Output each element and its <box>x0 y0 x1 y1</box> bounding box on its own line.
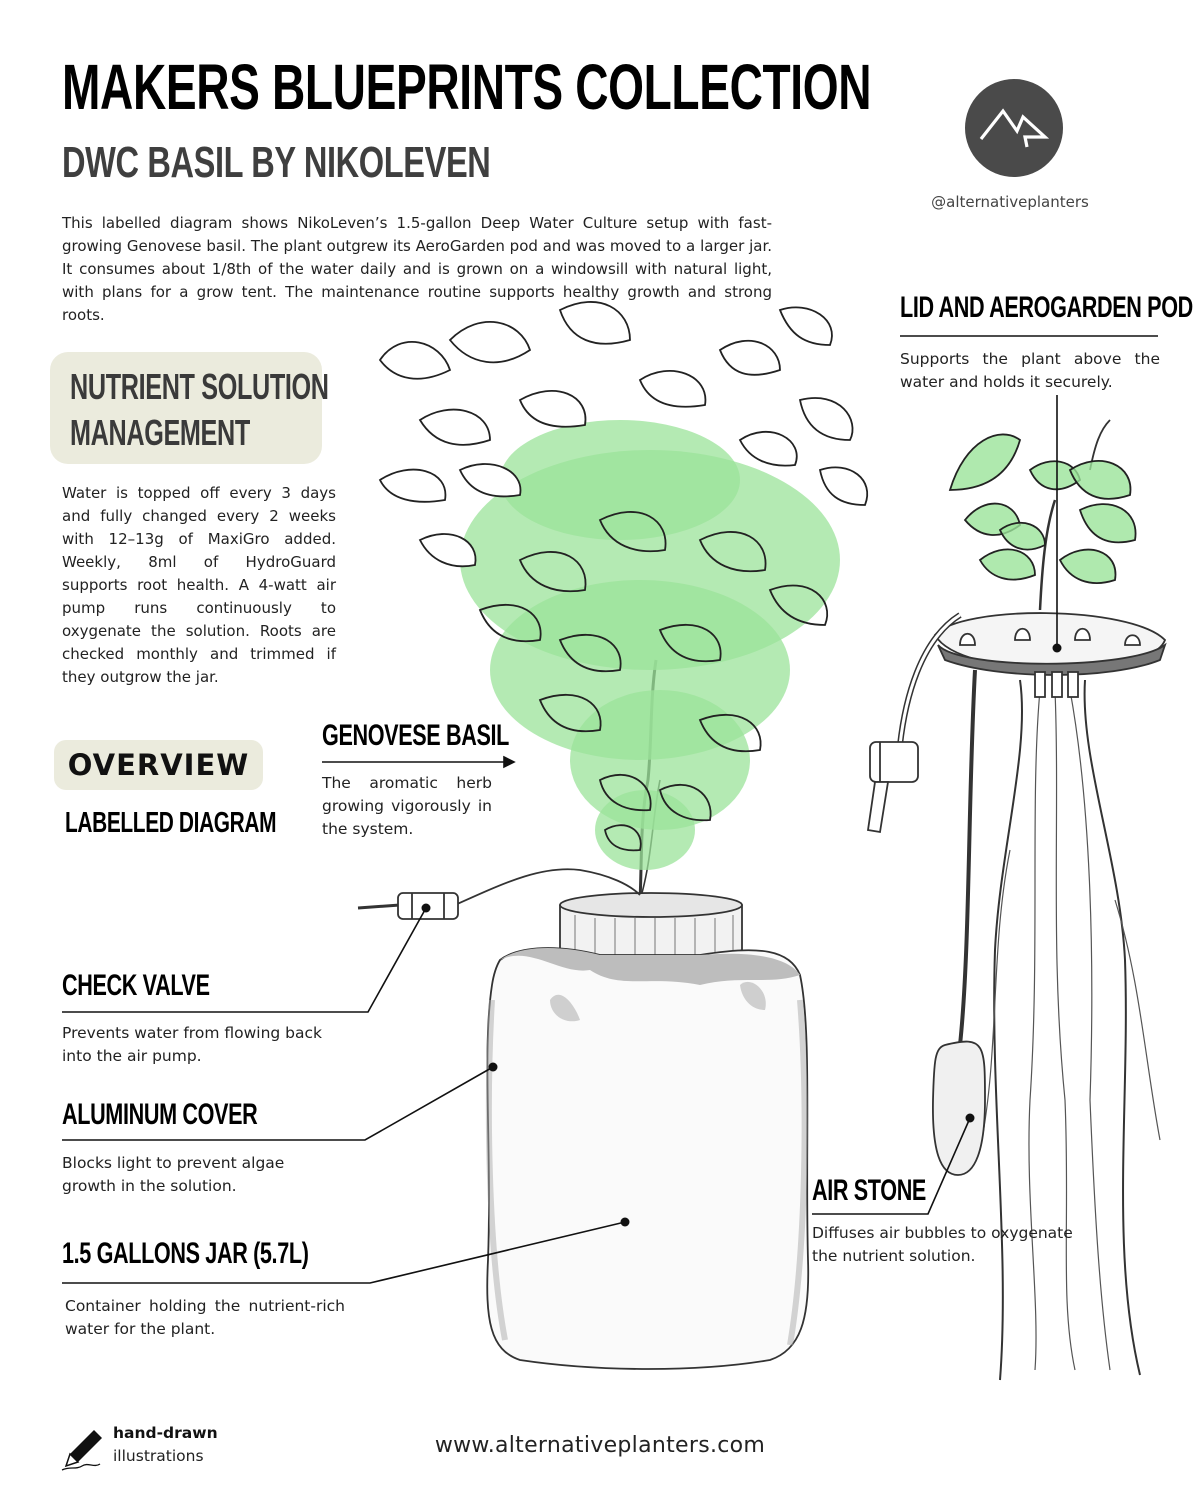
footer-hand-drawn: hand-drawn <box>113 1424 218 1442</box>
label-lid-text: Supports the plant above the water and holds it securely. <box>900 350 1160 391</box>
nutrient-title <box>70 364 329 456</box>
intro-paragraph: This labelled diagram shows NikoLeven’s 1.5-gallon Deep Water Culture setup with fast-growing Genovese basil. The plant outgrew its AeroGarden pod and was moved to a larger jar. It consumes about 1/8th of the water daily and is grown on a windowsill with natural light, with plans for a grow tent. The maintenance routine supports healthy growth and strong roots. <box>62 214 772 324</box>
main-title: MAKERS BLUEPRINTS COLLECTION <box>62 51 872 123</box>
label-stone-text: Diffuses air bubbles to oxygenate the nutrient solution. <box>812 1224 1073 1265</box>
label-lid-title: LID AND AEROGARDEN POD <box>900 291 1193 324</box>
label-cover-title: ALUMINUM COVER <box>62 1098 258 1131</box>
sub-title: DWC BASIL BY NIKOLEVEN <box>62 138 491 187</box>
nutrient-title-line1: NUTRIENT SOLUTION <box>70 366 329 407</box>
label-stone-title: AIR STONE <box>812 1174 926 1207</box>
label-cover-text: Blocks light to prevent algae growth in the solution. <box>62 1154 285 1195</box>
label-basil-text: The aromatic herb growing vigorously in the system. <box>322 774 492 838</box>
label-jar-text: Container holding the nutrient-rich water for the plant. <box>65 1297 345 1338</box>
nutrient-title-line2: MANAGEMENT <box>70 412 250 453</box>
social-handle: @alternativeplanters <box>931 193 1089 211</box>
labelled-diagram-heading: LABELLED DIAGRAM <box>65 807 277 839</box>
label-valve-title: CHECK VALVE <box>62 969 210 1002</box>
overview-badge-label: OVERVIEW <box>67 748 250 782</box>
alternative-planters-logo-icon <box>965 79 1063 177</box>
nutrient-paragraph: Water is topped off every 3 days and fully changed every 2 weeks with 12–13g of MaxiGro added. Weekly, 8ml of HydroGuard supports root health. A 4-watt air pump runs continuously to oxygenate the solution. Roots are checked monthly and trimmed if they outgrow the jar. <box>62 484 336 686</box>
footer-illustrations: illustrations <box>113 1447 204 1465</box>
label-basil-title: GENOVESE BASIL <box>322 719 509 752</box>
label-jar-title: 1.5 GALLONS JAR (5.7L) <box>62 1237 309 1270</box>
jar-illustration <box>487 893 808 1369</box>
label-valve-text: Prevents water from flowing back into the air pump. <box>62 1024 322 1065</box>
website-link[interactable]: www.alternativeplanters.com <box>434 1433 766 1458</box>
